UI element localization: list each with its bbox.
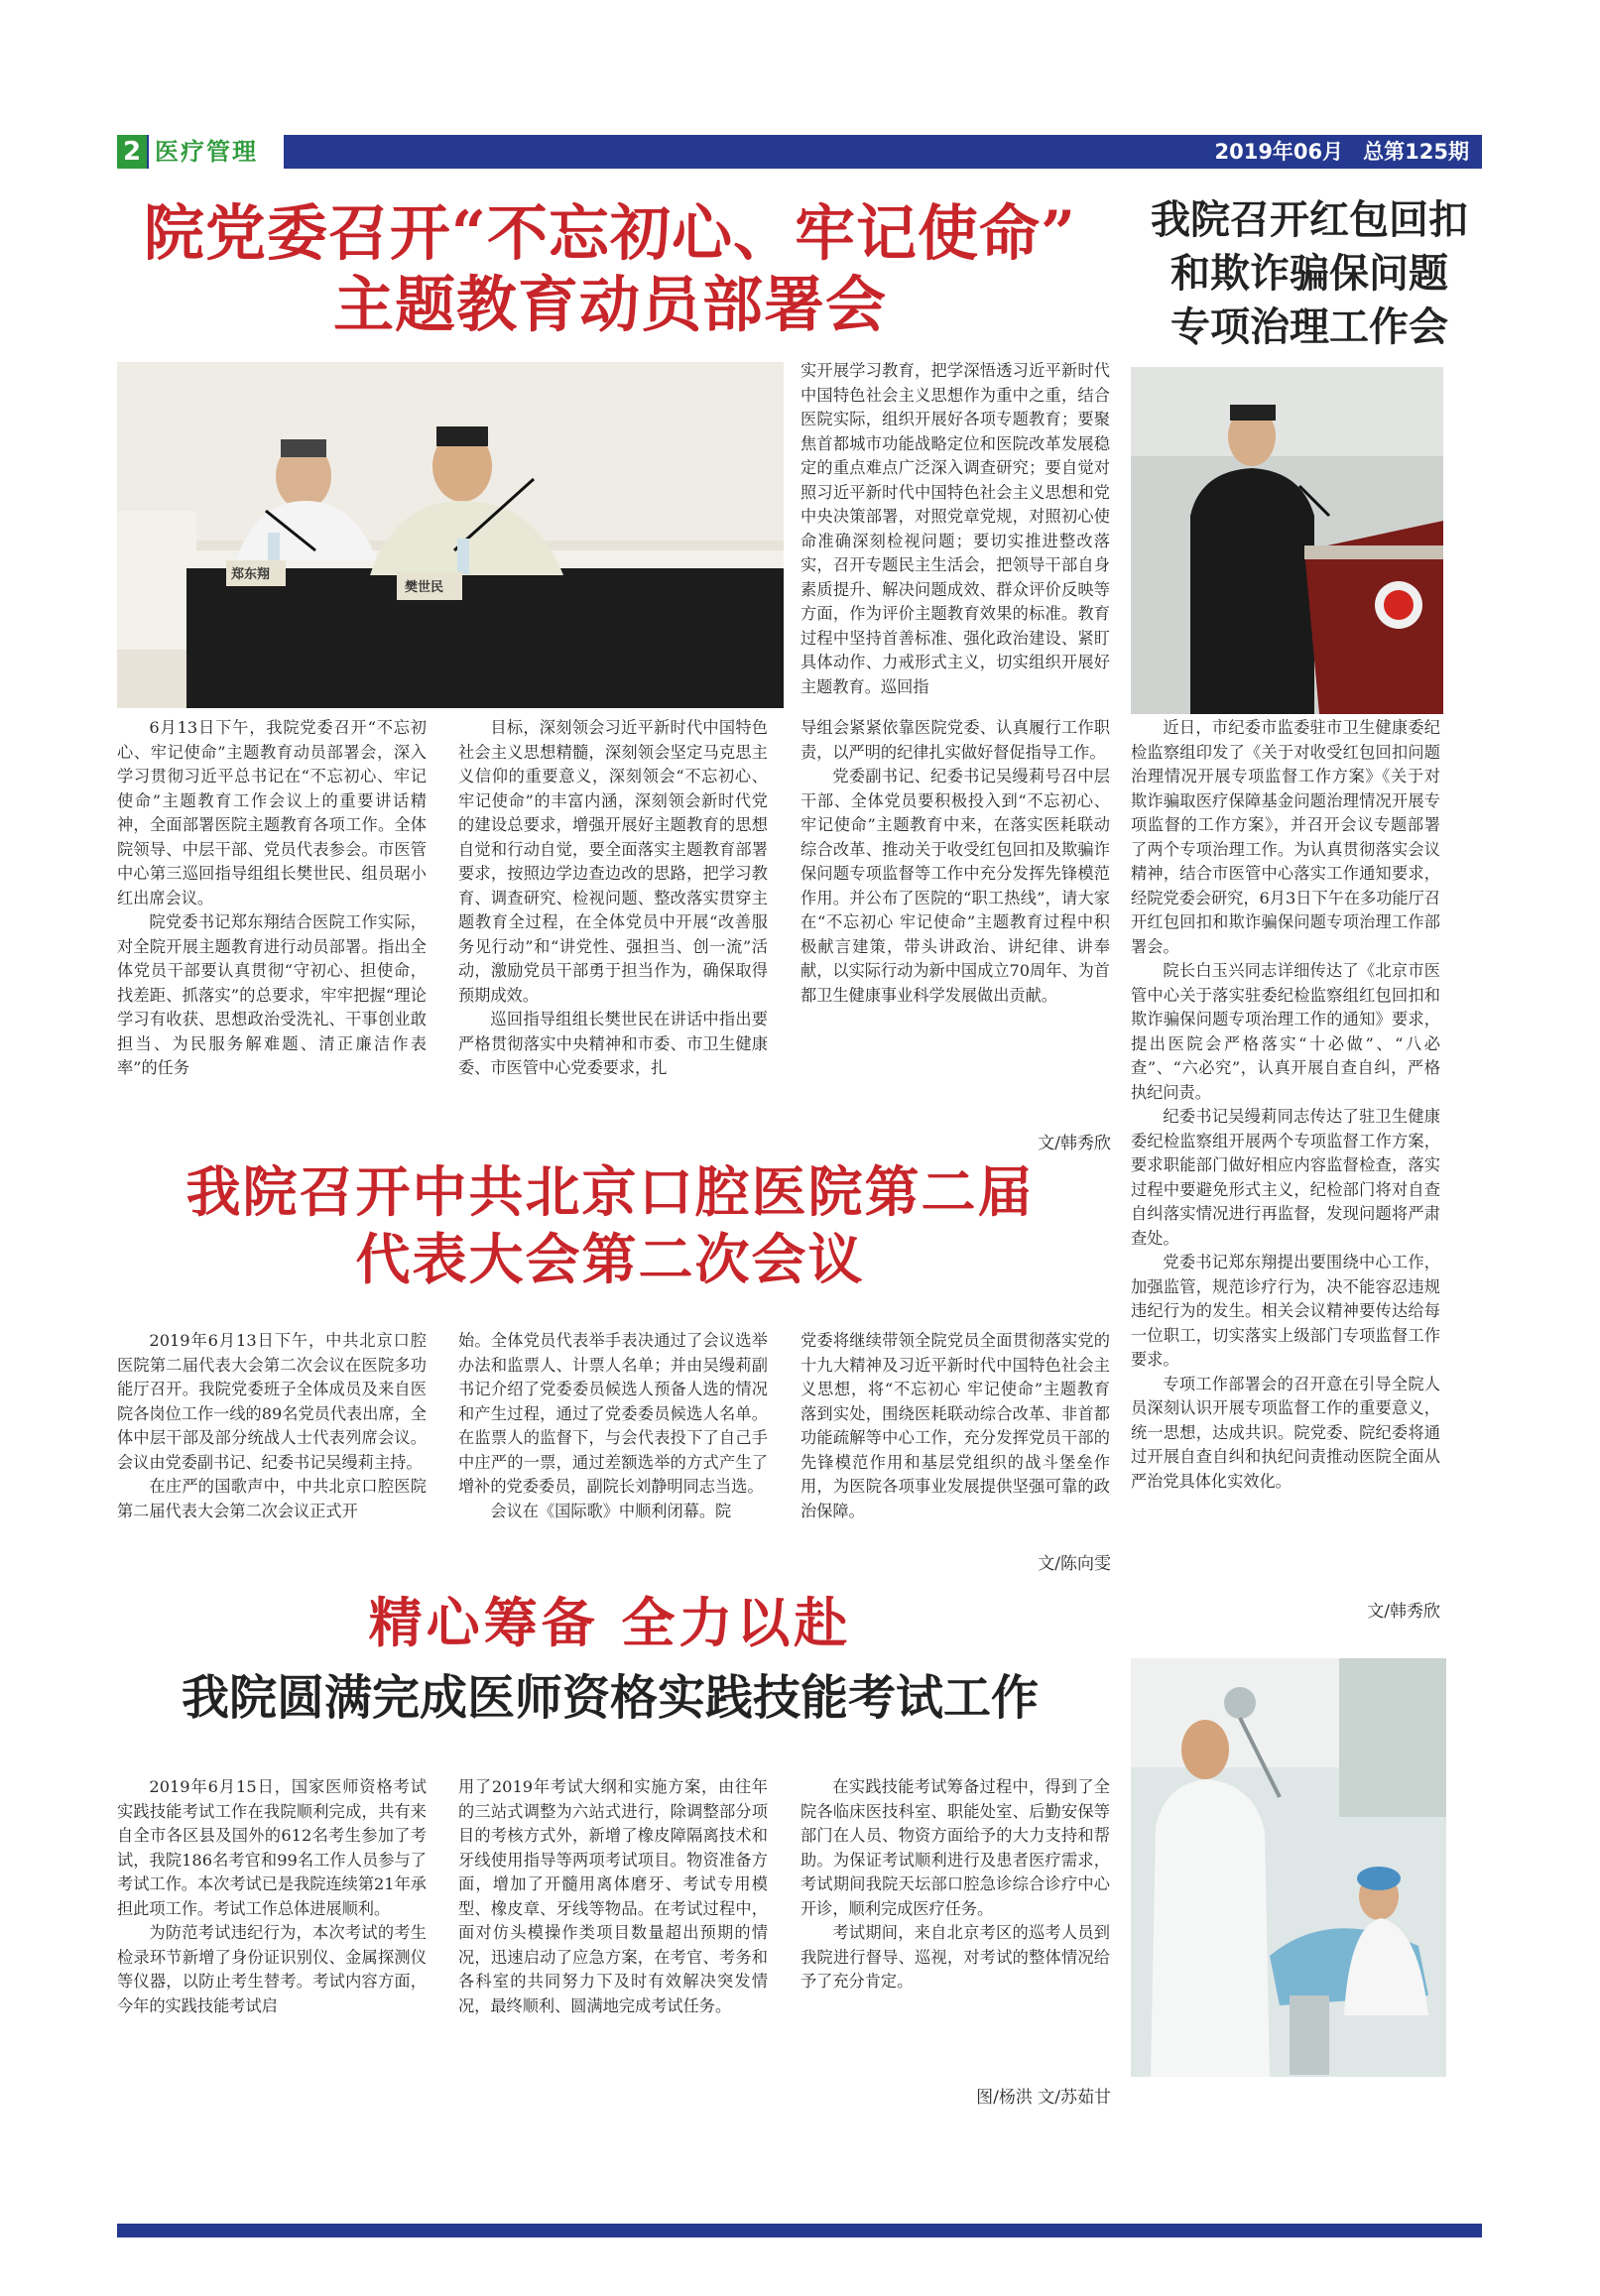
- article3-col1: 2019年6月15日，国家医师资格考试实践技能考试工作在我院顺利完成，共有来自全市各区县及国外的612名考生参加了考试，我院186名考官和99名工作人员参与了考试工作。本次考试已是我院连续第21年承担此项工作。考试工作总体进展顺利。 为防范考试违纪行为，本次考试的考生检录环节新增了身份证识别仪、金属探测仪等仪器，以防止考生替考。考试内容方面，今年的实践技能考试启: [117, 1777, 427, 2015]
- article2-title: 我院召开中共北京口腔医院第二届 代表大会第二次会议: [185, 1159, 1035, 1291]
- article2-col1: 2019年6月13日下午，中共北京口腔医院第二届代表大会第二次会议在医院多功能厅召开。我院党委班子全体成员及来自医院各岗位工作一线的89名党员代表出席，全体中层干部及部分统战人士代表列席会议。会议由党委副书记、纪委书记吴缦莉主持。 在庄严的国歌声中，中共北京口腔医院第二届代表大会第二次会议正式开: [117, 1331, 427, 1520]
- article1-byline: 文/韩秀欣: [1038, 1134, 1111, 1153]
- article1-title: 院党委召开“不忘初心、牢记使命” 主题教育动员部署会: [143, 198, 1077, 340]
- article2-byline: 文/陈向雯: [1038, 1554, 1111, 1574]
- speaker-photo: [1131, 367, 1443, 714]
- section-title: 医疗管理: [149, 135, 284, 169]
- name-card-right: 樊世民: [405, 580, 444, 595]
- article3-byline: 图/杨洪 文/苏茹甘: [976, 2088, 1111, 2108]
- article4-body: 近日，市纪委市监委驻市卫生健康委纪检监察组印发了《关于对收受红包回扣问题治理情况开展专项监督工作方案》《关于对欺诈骗取医疗保障基金问题治理情况开展专项监督的工作方案》，并召开会议专题部署了两个专项治理工作。为认真贯彻落实会议精神，结合市医管中心落实工作通知要求，经院党委会研究，6月3日下午在多功能厅召开红包回扣和欺诈骗保问题专项治理工作部署会。 院长白玉兴同志详细传达了《北京市医管中心关于落实驻委纪检监察组红包回扣和欺诈骗保问题专项治理工作的通知》要求，提出医院会严格落实“十必做”、“八必查”、“六必究”，认真开展自查自纠，严格执纪问责。 纪委书记吴缦莉同志传达了驻卫生健康委纪检监察组开展两个专项监督工作方案，要求职能部门做好相应内容监督检查，落实过程中要避免形式主义，纪检部门将对自查自纠落实情况进行再监督，发现问题将严肃查处。 党委书记郑东翔提出要围绕中心工作，加强监管，规范诊疗行为，决不能容忍违规违纪行为的发生。相关会议精神要传达给每一位职工，切实落实上级部门专项监督工作要求。 专项工作部署会的召开意在引导全院人员深刻认识开展专项监督工作的重要意义，统一思想，达成共识。院党委、院纪委将通过开展自查自纠和执纪问责推动医院全面从严治党具体化实效化。: [1131, 718, 1440, 1491]
- article3-col2: 用了2019年考试大纲和实施方案，由往年的三站式调整为六站式进行，除调整部分项目的考核方式外，新增了橡皮障隔离技术和牙线使用指导等两项考试项目。物资准备方面，增加了开髓用离体磨牙、考试专用模型、橡皮章、牙线等物品。在考试过程中，面对仿头模操作类项目数量超出预期的情况，迅速启动了应急方案，在考官、考务和各科室的共同努力下及时有效解决突发情况，最终顺利、圆满地完成考试任务。: [458, 1777, 768, 2015]
- footer-bar: [117, 2224, 1482, 2237]
- article1-col1: 6月13日下午，我院党委召开“不忘初心、牢记使命”主题教育动员部署会，深入学习贯彻习近平总书记在“不忘初心、牢记使命”主题教育工作会议上的重要讲话精神，全面部署医院主题教育各项工作。全体院领导、中层干部、党员代表参会。市医管中心第三巡回指导组组长樊世民、组员琚小红出席会议。 院党委书记郑东翔结合医院工作实际，对全院开展主题教育进行动员部署。指出全体党员干部要认真贯彻“守初心、担使命，找差距、抓落实”的总要求，牢牢把握“理论学习有收获、思想政治受洗礼、干事创业敢担当、为民服务解难题、清正廉洁作表率”的任务: [117, 718, 427, 1077]
- article4-title: 我院召开红包回扣 和欺诈骗保问题 专项治理工作会: [1151, 196, 1468, 350]
- article3-title-1: 精心筹备 全力以赴: [368, 1591, 852, 1654]
- issue-number: 总第125期: [1363, 140, 1469, 164]
- article2-col3: 党委将继续带领全院党员全面贯彻落实党的十九大精神及习近平新时代中国特色社会主义思想，将“不忘初心 牢记使命”主题教育落到实处，围绕医耗联动综合改革、非首都功能疏解等中心工作，充分发挥党员干部的先锋模范作用和基层党组织的战斗堡垒作用，为医院各项事业发展提供坚强可靠的政治保障。: [800, 1331, 1110, 1520]
- issue-date: 2019年06月: [1214, 140, 1344, 164]
- name-card-left: 郑东翔: [231, 567, 271, 582]
- meeting-photo: [117, 362, 784, 708]
- article1-col-top-right: 实开展学习教育，把学深悟透习近平新时代中国特色社会主义思想作为重中之重，结合医院实际，组织开展好各项专题教育；要聚焦首都城市功能战略定位和医院改革发展稳定的重点难点广泛深入调查研究；要自觉对照习近平新时代中国特色社会主义思想和党中央决策部署，对照党章党规，对照初心使命准确深刻检视问题；要切实推进整改落实，召开专题民主生活会，把领导干部自身素质提升、解决问题成效、群众评价反映等方面，作为评价主题教育效果的标准。教育过程中坚持首善标准、强化政治建设、紧盯具体动作、力戒形式主义，切实组织开展好主题教育。巡回指: [800, 361, 1110, 696]
- article3-title-2: 我院圆满完成医师资格实践技能考试工作: [181, 1670, 1039, 1726]
- exam-photo: [1131, 1658, 1446, 2077]
- article1-col2: 目标，深刻领会习近平新时代中国特色社会主义思想精髓，深刻领会坚定马克思主义信仰的重要意义，深刻领会“不忘初心、牢记使命”的丰富内涵，深刻领会新时代党的建设总要求，增强开展好主题教育的思想自觉和行动自觉，要全面落实主题教育部署要求，按照边学边查边改的思路，把学习教育、调查研究、检视问题、整改落实贯穿主题教育全过程，在全体党员中开展“改善服务见行动”和“讲党性、强担当、创一流”活动，激励党员干部勇于担当作为，确保取得预期成效。 巡回指导组组长樊世民在讲话中指出要严格贯彻落实中央精神和市委、市卫生健康委、市医管中心党委要求，扎: [458, 718, 768, 1077]
- issue-info: [1194, 135, 1469, 169]
- article4-byline: 文/韩秀欣: [1367, 1602, 1440, 1622]
- page-number: 2: [117, 135, 147, 169]
- article3-col3: 在实践技能考试筹备过程中，得到了全院各临床医技科室、职能处室、后勤安保等部门在人员、物资方面给予的大力支持和帮助。为保证考试顺利进行及患者医疗需求，考试期间我院天坛部口腔急诊综合诊疗中心开诊，顺利完成医疗任务。 考试期间，来自北京考区的巡考人员到我院进行督导、巡视，对考试的整体情况给予了充分肯定。: [800, 1777, 1110, 1991]
- article2-col2: 始。全体党员代表举手表决通过了会议选举办法和监票人、计票人名单；并由吴缦莉副书记介绍了党委委员候选人预备人选的情况和产生过程，通过了党委委员候选人名单。在监票人的监督下，与会代表投下了自己手中庄严的一票，通过差额选举的方式产生了增补的党委委员，副院长刘静明同志当选。 会议在《国际歌》中顺利闭幕。院: [458, 1331, 768, 1520]
- article1-col3: 导组会紧紧依靠医院党委、认真履行工作职责，以严明的纪律扎实做好督促指导工作。 党委副书记、纪委书记吴缦莉号召中层干部、全体党员要积极投入到“不忘初心、牢记使命”主题教育中来，在落实医耗联动综合改革、推动关于收受红包回扣及欺骗诈保问题专项监督等工作中充分发挥先锋模范作用。并公布了医院的“职工热线”，请大家在“不忘初心 牢记使命”主题教育过程中积极献言建策，带头讲政治、讲纪律、讲奉献，以实际行动为新中国成立70周年、为首都卫生健康事业科学发展做出贡献。: [800, 718, 1110, 1005]
